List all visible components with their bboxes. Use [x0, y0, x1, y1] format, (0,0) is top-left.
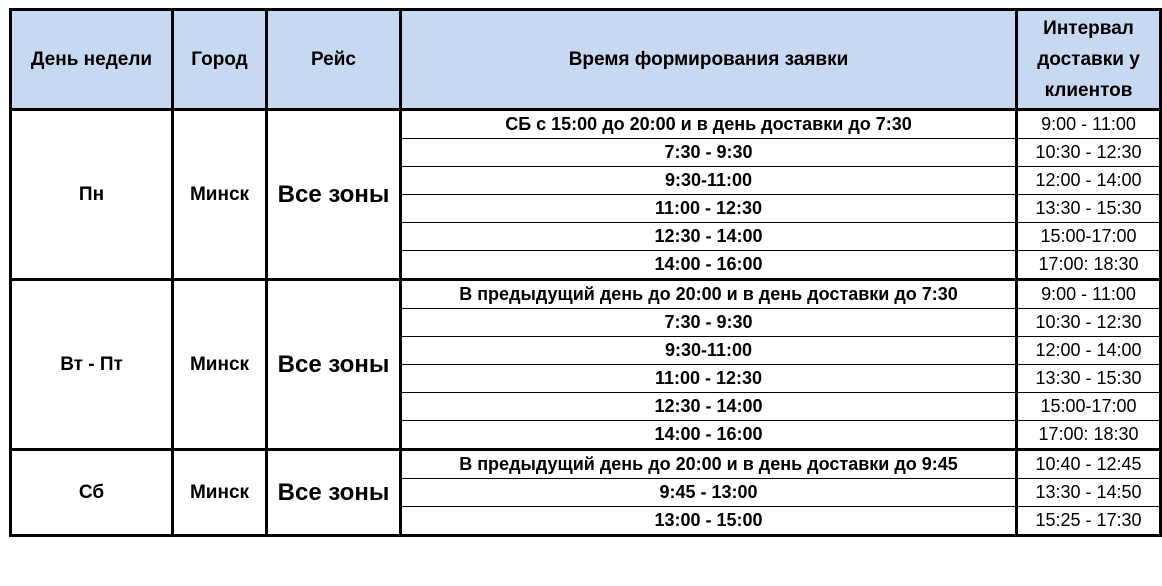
header-day: День недели — [11, 10, 173, 110]
request-time-cell: 11:00 - 12:30 — [401, 195, 1017, 223]
table-row — [11, 450, 1161, 479]
delivery-interval-cell: 17:00: 18:30 — [1017, 421, 1161, 450]
request-time-cell: 7:30 - 9:30 — [401, 139, 1017, 167]
group-city-cell: Минск — [173, 110, 267, 280]
group-day-cell: Сб — [11, 450, 173, 536]
header-delivery-interval: Интервал доставки у клиентов — [1017, 10, 1161, 110]
request-time-cell: 9:30-11:00 — [401, 337, 1017, 365]
request-time-cell: 14:00 - 16:00 — [401, 251, 1017, 280]
delivery-interval-cell: 9:00 - 11:00 — [1017, 280, 1161, 309]
group-city-cell: Минск — [173, 450, 267, 536]
request-time-cell: 14:00 - 16:00 — [401, 421, 1017, 450]
header-route: Рейс — [267, 10, 401, 110]
delivery-interval-cell: 13:30 - 15:30 — [1017, 195, 1161, 223]
delivery-interval-cell: 13:30 - 15:30 — [1017, 365, 1161, 393]
delivery-interval-cell: 13:30 - 14:50 — [1017, 479, 1161, 507]
group-route-cell: Все зоны — [267, 280, 401, 450]
delivery-interval-cell: 17:00: 18:30 — [1017, 251, 1161, 280]
header-row — [11, 10, 1161, 110]
delivery-interval-cell: 15:00-17:00 — [1017, 223, 1161, 251]
request-time-cell: 13:00 - 15:00 — [401, 507, 1017, 536]
group-day-cell: Вт - Пт — [11, 280, 173, 450]
delivery-interval-cell: 15:00-17:00 — [1017, 393, 1161, 421]
table-row — [11, 280, 1161, 309]
request-time-cell: 11:00 - 12:30 — [401, 365, 1017, 393]
delivery-interval-cell: 15:25 - 17:30 — [1017, 507, 1161, 536]
table-row — [11, 110, 1161, 139]
request-time-cell: СБ с 15:00 до 20:00 и в день доставки до 7:30 — [401, 110, 1017, 139]
request-time-cell: 7:30 - 9:30 — [401, 309, 1017, 337]
header-city: Город — [173, 10, 267, 110]
delivery-interval-cell: 10:30 - 12:30 — [1017, 139, 1161, 167]
request-time-cell: В предыдущий день до 20:00 и в день доставки до 9:45 — [401, 450, 1017, 479]
header-request-time: Время формирования заявки — [401, 10, 1017, 110]
request-time-cell: В предыдущий день до 20:00 и в день доставки до 7:30 — [401, 280, 1017, 309]
request-time-cell: 9:30-11:00 — [401, 167, 1017, 195]
delivery-interval-cell: 10:30 - 12:30 — [1017, 309, 1161, 337]
group-route-cell: Все зоны — [267, 450, 401, 536]
group-route-cell: Все зоны — [267, 110, 401, 280]
delivery-interval-cell: 10:40 - 12:45 — [1017, 450, 1161, 479]
group-city-cell: Минск — [173, 280, 267, 450]
delivery-schedule-table — [9, 8, 1162, 537]
request-time-cell: 12:30 - 14:00 — [401, 393, 1017, 421]
group-day-cell: Пн — [11, 110, 173, 280]
request-time-cell: 12:30 - 14:00 — [401, 223, 1017, 251]
delivery-interval-cell: 12:00 - 14:00 — [1017, 167, 1161, 195]
delivery-interval-cell: 9:00 - 11:00 — [1017, 110, 1161, 139]
request-time-cell: 9:45 - 13:00 — [401, 479, 1017, 507]
delivery-interval-cell: 12:00 - 14:00 — [1017, 337, 1161, 365]
